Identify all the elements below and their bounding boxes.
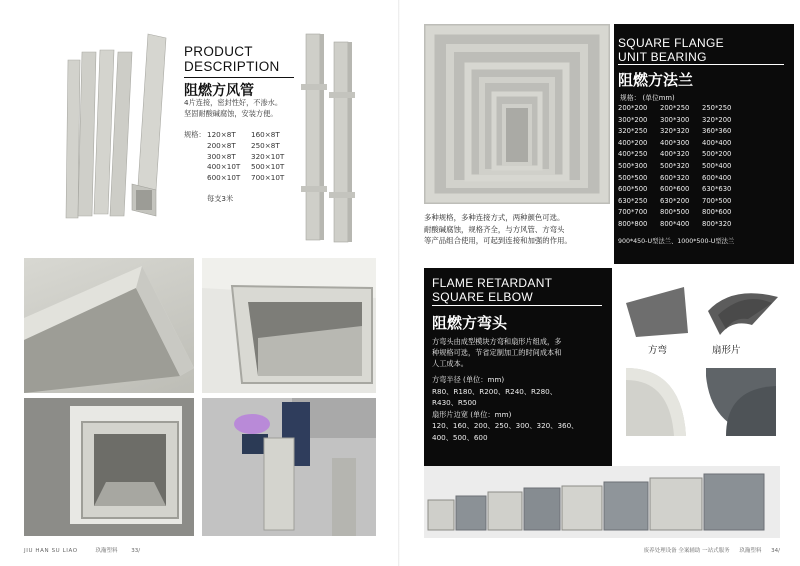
spec-item: 600*500 <box>618 185 648 194</box>
spec-label: 规格： <box>184 130 206 139</box>
spec-item: 250*250 <box>702 104 732 112</box>
heading-en-line-2: DESCRIPTION <box>184 59 280 74</box>
spec-item: 120×8T <box>207 130 236 139</box>
spec-item: 800*500 <box>660 208 690 217</box>
brand-zh: 玖瀚塑料 <box>739 548 762 554</box>
page-number: 34/ <box>771 548 780 554</box>
fan-piece-label: 扇形片 <box>712 345 741 356</box>
spec-item: 500*200 <box>702 150 732 159</box>
brand-pinyin: JIU HAN SU LIAO <box>24 548 78 554</box>
spec-item: 400*320 <box>660 150 690 159</box>
heading-en-line-1: PRODUCT <box>184 44 253 59</box>
spec-row <box>618 138 790 150</box>
spec-item: 800*800 <box>618 219 648 228</box>
heading-rule <box>618 64 784 65</box>
spec-item: 360*360 <box>702 127 732 136</box>
right-page <box>400 0 800 566</box>
heading-en-line-2: UNIT BEARING <box>618 50 707 64</box>
spec-item: 500×10T <box>251 162 285 172</box>
heading-rule <box>432 305 602 306</box>
spec-item: 500*500 <box>618 173 648 182</box>
spec-item: 700×10T <box>251 173 285 183</box>
spec-line: 扇形片边宽 (单位：mm) <box>432 409 512 419</box>
spec-item: 200*250 <box>660 104 690 112</box>
spec-item: 400*250 <box>618 150 648 159</box>
spec-row <box>618 149 790 161</box>
desc-line: 人工成本。 <box>432 359 468 368</box>
spec-item: 700*700 <box>618 208 648 217</box>
spec-item: 700*500 <box>702 196 732 205</box>
spec-row <box>618 207 790 219</box>
page-number: 33/ <box>131 548 141 554</box>
heading-rule <box>184 77 294 78</box>
flange-heading-en <box>618 36 724 64</box>
desc-line: 等产品组合使用，可起到连接和加强的作用。 <box>424 236 572 245</box>
spec-line: 120、160、200、250、300、320、360、 <box>432 421 579 431</box>
spec-item: 300×8T <box>207 151 236 161</box>
spec-row <box>618 103 790 115</box>
flange-spec-u-type: 900*450-U型法兰、1000*500-U型法兰 <box>618 238 735 245</box>
spec-item: 320×10T <box>251 151 285 161</box>
spec-item: 600×10T <box>207 173 241 183</box>
spec-item: 500*400 <box>702 161 732 170</box>
spec-item: 320*320 <box>660 127 690 136</box>
spec-item: 400*300 <box>660 138 690 147</box>
desc-line: 坚固耐酸碱腐蚀，安装方便。 <box>184 109 278 118</box>
desc-line: 多种规格，多种连接方式，两种颜色可选。 <box>424 213 565 222</box>
spec-item: 320*200 <box>702 115 732 124</box>
elbow-heading-en <box>432 276 552 304</box>
desc-line: 方弯头由成型模块方弯和扇形片组成，多 <box>432 337 562 346</box>
spec-item: 320*250 <box>618 127 648 136</box>
elbow-heading-zh: 阻燃方弯头 <box>432 314 508 332</box>
desc-line: 耐酸碱腐蚀，规格齐全，与方风管、方弯头 <box>424 224 565 234</box>
heading-en-line-1: SQUARE FLANGE <box>618 36 724 50</box>
spec-row <box>618 184 790 196</box>
right-footer <box>636 546 780 554</box>
spec-line: R80、R180、R200、R240、R280、 <box>432 386 557 396</box>
heading-en-line-2: SQUARE ELBOW <box>432 290 533 304</box>
spec-row <box>618 196 790 208</box>
square-bend-label: 方弯 <box>648 345 668 356</box>
spec-item: 630*630 <box>702 185 732 194</box>
spec-row <box>618 219 790 231</box>
angle-profile-photo <box>24 258 194 393</box>
square-duct-box-photo <box>24 398 194 536</box>
flange-spec-list <box>618 103 790 231</box>
spec-item: 160×8T <box>251 130 280 139</box>
spec-row <box>618 126 790 138</box>
heading-en-line-1: FLAME RETARDANT <box>432 276 553 290</box>
desc-line: 种规格可选，节省定制加工的时间成本和 <box>432 348 562 357</box>
flange-spec-label: 规格： (单位mm) <box>620 94 675 102</box>
spec-item: 800*600 <box>702 208 732 217</box>
spec-item: 200*200 <box>618 104 648 112</box>
square-ducts-lineup-photo <box>424 466 780 538</box>
square-posts-image <box>298 30 362 248</box>
spec-item: 250×8T <box>251 140 280 150</box>
heading-zh: 阻燃方风管 <box>184 83 254 99</box>
footer-tagline: 废养处理设备 全案辅助 一站式服务 <box>643 548 730 554</box>
brand-zh: 玖瀚塑料 <box>95 548 118 554</box>
spec-item: 800*320 <box>702 219 732 228</box>
left-footer <box>24 546 140 554</box>
duct-end-photo <box>202 258 376 393</box>
product-description-heading <box>184 44 294 100</box>
elbow-description <box>432 336 608 369</box>
spec-item: 630*250 <box>618 196 648 205</box>
elbow-components-image <box>622 285 782 355</box>
spec-item: 200×8T <box>207 140 236 150</box>
spec-item: 400×10T <box>207 162 241 172</box>
spec-item: 400*400 <box>702 138 732 147</box>
spec-item: 800*400 <box>660 219 690 228</box>
spec-item: 400*200 <box>618 138 648 147</box>
elbow-spec-lines <box>432 374 608 444</box>
duct-spec-list <box>207 130 302 184</box>
spec-item: 600*400 <box>702 173 732 182</box>
spec-row <box>618 115 790 127</box>
assembled-elbows-image <box>622 366 780 438</box>
spec-row <box>618 161 790 173</box>
worker-assembly-photo <box>202 398 376 536</box>
desc-line: 4片连接，密封性好，不渗水。 <box>184 98 283 107</box>
flange-heading-zh: 阻燃方法兰 <box>618 71 694 89</box>
nested-flanges-photo <box>424 24 610 204</box>
flange-description <box>424 212 612 247</box>
spec-item: 600*600 <box>660 185 690 194</box>
spec-line: 400、500、600 <box>432 432 488 442</box>
spec-item: 500*300 <box>618 161 648 170</box>
spec-item: 600*320 <box>660 173 690 182</box>
duct-panels-image <box>48 30 176 220</box>
length-note: 每支3米 <box>207 194 234 203</box>
spec-line: R430、R500 <box>432 398 477 408</box>
spec-row <box>618 173 790 185</box>
spec-item: 300*300 <box>660 115 690 124</box>
spec-item: 500*320 <box>660 161 690 170</box>
spec-item: 300*200 <box>618 115 648 124</box>
spec-item: 630*200 <box>660 196 690 205</box>
spec-line: 方弯半径 (单位：mm) <box>432 375 505 384</box>
